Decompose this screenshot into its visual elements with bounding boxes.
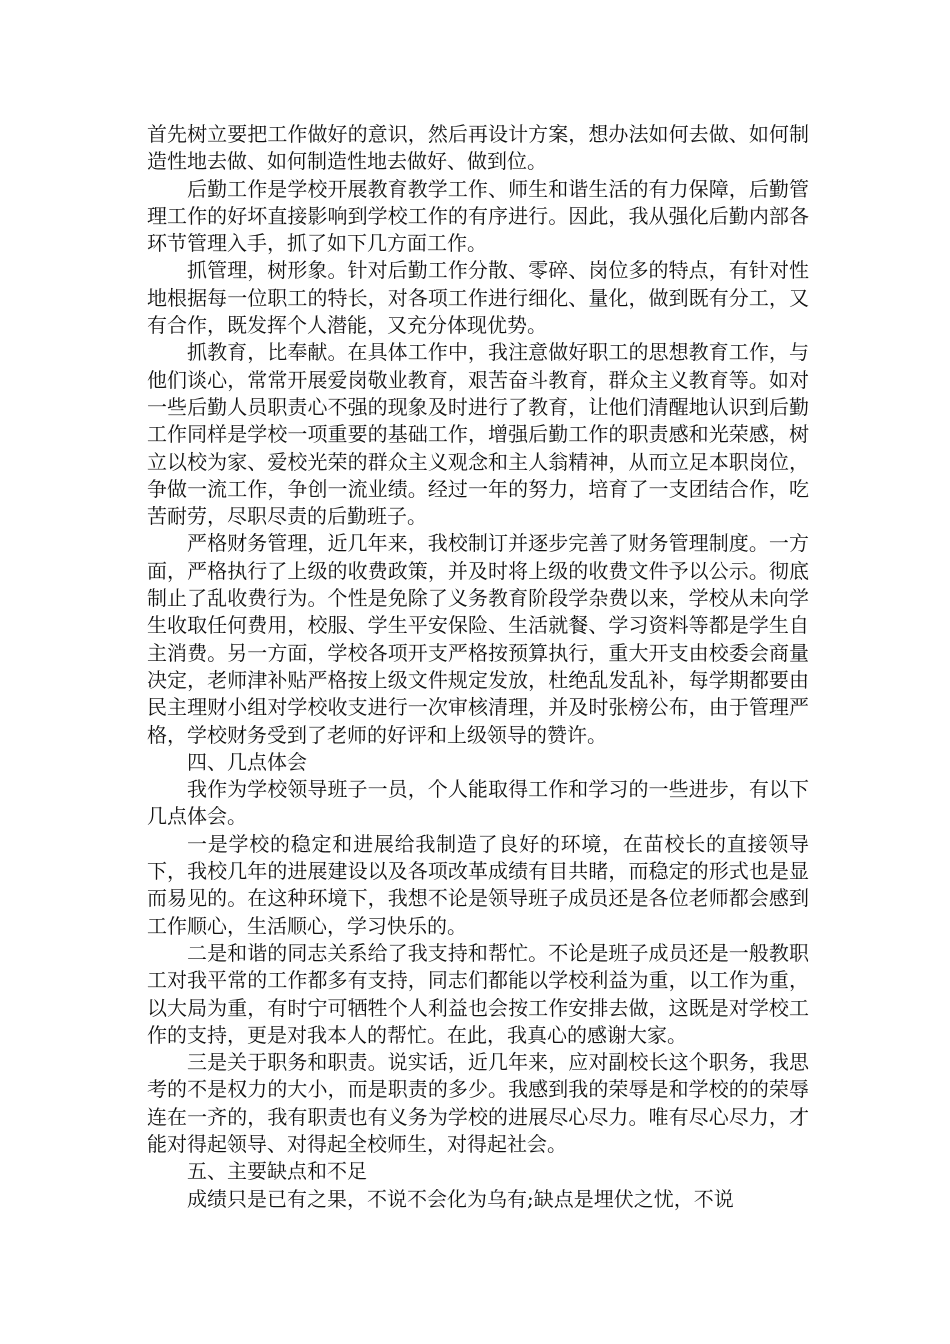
paragraph: 首先树立要把工作做好的意识，然后再设计方案，想办法如何去做、如何制造性地去做、如何制造性地去做好、做到位。 (147, 122, 809, 174)
document-page (147, 121, 809, 1213)
paragraph: 后勤工作是学校开展教育教学工作、师生和谐生活的有力保障，后勤管理工作的好坏直接影响到学校工作的有序进行。因此，我从强化后勤内部各环节管理入手，抓了如下几方面工作。 (147, 176, 809, 256)
paragraph: 三是关于职务和职责。说实话，近几年来，应对副校长这个职务，我思考的不是权力的大小，而是职责的多少。我感到我的荣辱是和学校的的荣辱连在一齐的，我有职责也有义务为学校的进展尽心尽力。唯有尽心尽力，才能对得起领导、对得起全校师生，对得起社会。 (147, 1050, 809, 1156)
paragraph: 二是和谐的同志关系给了我支持和帮忙。不论是班子成员还是一般教职工对我平常的工作都多有支持，同志们都能以学校利益为重，以工作为重，以大局为重，有时宁可牺牲个人利益也会按工作安排去做，这既是对学校工作的支持，更是对我本人的帮忙。在此，我真心的感谢大家。 (147, 940, 809, 1047)
section-heading: 四、几点体会 (187, 749, 307, 774)
paragraph: 成绩只是已有之果，不说不会化为乌有;缺点是埋伏之忧，不说 (187, 1186, 734, 1211)
paragraph: 一是学校的稳定和进展给我制造了良好的环境，在苗校长的直接领导下，我校几年的进展建设以及各项改革成绩有目共睹，而稳定的形式也是显而易见的。在这种环境下，我想不论是领导班子成员还是各位老师都会感到工作顺心，生活顺心，学习快乐的。 (147, 831, 809, 938)
paragraph: 抓管理，树形象。针对后勤工作分散、零碎、岗位多的特点，有针对性地根据每一位职工的特长，对各项工作进行细化、量化，做到既有分工，又有合作，既发挥个人潜能，又充分体现优势。 (147, 258, 809, 338)
paragraph: 严格财务管理，近几年来，我校制订并逐步完善了财务管理制度。一方面，严格执行了上级的收费政策，并及时将上级的收费文件予以公示。彻底制止了乱收费行为。个性是免除了义务教育阶段学杂费以来，学校从未向学生收取任何费用，校服、学生平安保险、生活就餐、学习资料等都是学生自主消费。另一方面，学校各项开支严格按预算执行，重大开支由校委会商量决定，老师津补贴严格按上级文件规定发放，杜绝乱发乱补，每学期都要由民主理财小组对学校收支进行一次审核清理，并及时张榜公布，由于管理严格，学校财务受到了老师的好评和上级领导的赞许。 (147, 531, 809, 747)
paragraph: 抓教育，比奉献。在具体工作中，我注意做好职工的思想教育工作，与他们谈心，常常开展爱岗敬业教育，艰苦奋斗教育，群众主义教育等。如对一些后勤人员职责心不强的现象及时进行了教育，让他们清醒地认识到后勤工作同样是学校一项重要的基础工作，增强后勤工作的职责感和光荣感，树立以校为家、爱校光荣的群众主义观念和主人翁精神，从而立足本职岗位，争做一流工作，争创一流业绩。经过一年的努力，培育了一支团结合作，吃苦耐劳，尽职尽责的后勤班子。 (147, 340, 809, 529)
paragraph: 我作为学校领导班子一员，个人能取得工作和学习的一些进步，有以下几点体会。 (147, 777, 809, 829)
section-heading: 五、主要缺点和不足 (187, 1159, 367, 1184)
